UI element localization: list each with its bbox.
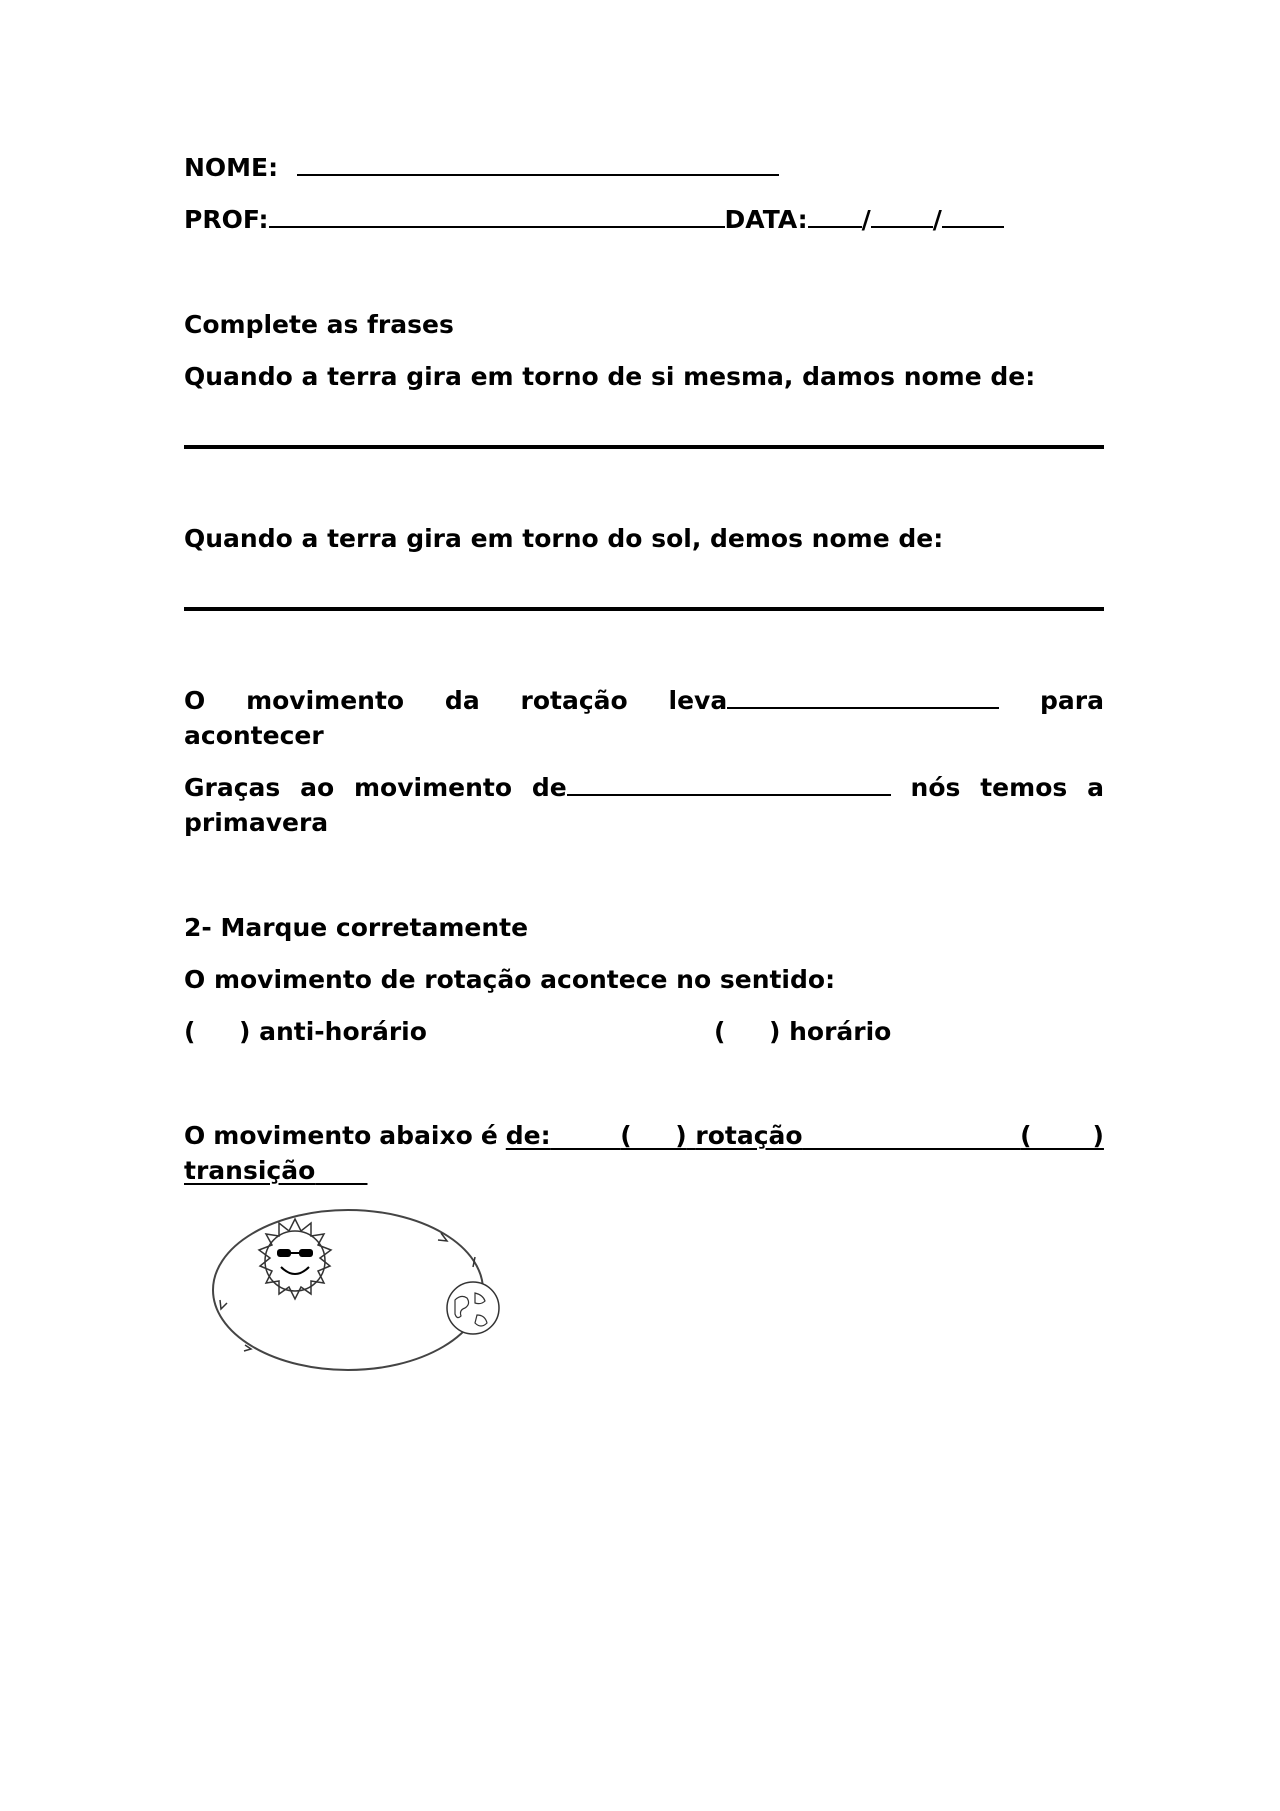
q4-word: movimento (354, 773, 513, 802)
option-label: anti-horário (259, 1017, 427, 1046)
q4-word: ao (300, 773, 335, 802)
answer-line-1[interactable] (184, 445, 1104, 449)
q3-word: movimento (246, 686, 405, 715)
q3-word: O (184, 686, 206, 715)
checkbox-paren[interactable]: ( ) (714, 1017, 781, 1046)
name-label: NOME: (184, 153, 279, 182)
question-3 (184, 683, 1104, 753)
option-translation-label: transição (184, 1156, 316, 1185)
section1-title: Complete as frases (184, 310, 454, 339)
option-label: horário (789, 1017, 892, 1046)
question-1: Quando a terra gira em torno de si mesma, damos nome de: (184, 362, 1036, 391)
q4-continuation: primavera (184, 808, 329, 837)
option-clockwise[interactable] (714, 1014, 891, 1049)
s2q2-word: movimento (213, 1121, 372, 1150)
s2q2-word: é (480, 1121, 498, 1150)
date-day-field[interactable] (808, 204, 862, 228)
s2q2-word: O (184, 1121, 206, 1150)
q3-continuation: acontecer (184, 721, 324, 750)
date-month-field[interactable] (871, 204, 933, 228)
checkbox-paren[interactable]: ( ) (184, 1017, 251, 1046)
date-separator: / (932, 205, 942, 234)
q3-word: rotação (520, 686, 628, 715)
name-row (184, 150, 779, 185)
q3-word: da (444, 686, 480, 715)
sun-icon (259, 1219, 331, 1299)
date-year-field[interactable] (942, 204, 1004, 228)
section2-question-1: O movimento de rotação acontece no sentido: (184, 965, 836, 994)
s2q2-word: abaixo (379, 1121, 473, 1150)
question-2: Quando a terra gira em torno do sol, demos nome de: (184, 524, 944, 553)
q4-word: Graças (184, 773, 281, 802)
q4-word: temos (980, 773, 1068, 802)
q4-blank[interactable] (567, 772, 891, 796)
orbit-diagram (205, 1205, 515, 1375)
q4-word: a (1087, 773, 1104, 802)
orbit-arrow-icon (220, 1233, 475, 1351)
date-label: DATA: (724, 205, 808, 234)
option-anti-clockwise[interactable] (184, 1014, 427, 1049)
q4-word: nós (910, 773, 961, 802)
checkbox-paren[interactable]: ( ) (1020, 1121, 1104, 1150)
orbit-illustration (205, 1205, 515, 1375)
q3-blank[interactable] (727, 685, 999, 709)
prof-field[interactable] (269, 204, 725, 228)
question-4 (184, 770, 1104, 840)
s2q2-de-label: de: (505, 1121, 551, 1150)
s2q2-options[interactable] (506, 1118, 1104, 1153)
date-separator: / (861, 205, 871, 234)
prof-label: PROF: (184, 205, 269, 234)
q4-word: de (531, 773, 567, 802)
earth-icon (447, 1282, 499, 1334)
prof-date-row (184, 202, 1004, 237)
section2-title: 2- Marque corretamente (184, 913, 529, 942)
q3-word: para (1040, 686, 1104, 715)
q3-word: leva (668, 686, 728, 715)
section2-question-2 (184, 1118, 1104, 1188)
name-field[interactable] (297, 152, 779, 176)
checkbox-paren[interactable]: ( ) (620, 1121, 687, 1150)
option-rotation-label: rotação (695, 1121, 803, 1150)
answer-line-2[interactable] (184, 607, 1104, 611)
